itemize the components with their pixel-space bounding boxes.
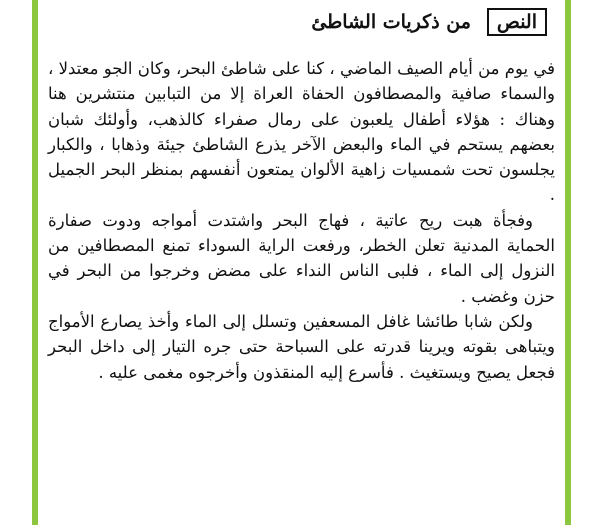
passage-title: من ذكريات الشاطئ [311,11,471,33]
document-page [38,0,565,525]
section-heading [311,8,547,36]
paragraph-3: ولكن شابا طائشا غافل المسعفين وتسلل إلى الماء وأخذ يصارع الأمواج ويتباهى بقوته ويرينا قدرته على السباحة حتى جره التيار إلى داخل البحر فجعل يصيح ويستغيث . فأسرع إليه المنقذون وأخرجوه مغمى عليه . [48,311,555,382]
right-green-border [565,0,571,525]
passage-body [48,56,555,385]
paragraph-1: في يوم من أيام الصيف الماضي ، كنا على شاطئ البحر، وكان الجو معتدلا ، والسماء صافية والمصطافون الحفاة العراة إلا من التبابين منتشرين هنا وهناك : هؤلاء أطفال يلعبون على رمال صفراء كالذهب، وأولئك شبان بعضهم يستحم في الماء والبعض الآخر يذرع الشاطئ جيئة وذهابا ، والكبار يجلسون تحت شمسيات زاهية الألوان يمتعون أنفسهم بمنظر البحر الجميل . [48,59,555,205]
paragraph-2: وفجأة هبت ريح عاتية ، فهاج البحر واشتدت أمواجه ودوت صفارة الحماية المدنية تعلن الخطر، ورفعت الراية السوداء تمنع المصطافين من النزول إلى الماء ، فلبى الناس النداء على مضض وخرجوا من البحر في حزن وغضب . [48,210,555,306]
text-label-badge: النص [487,8,547,36]
